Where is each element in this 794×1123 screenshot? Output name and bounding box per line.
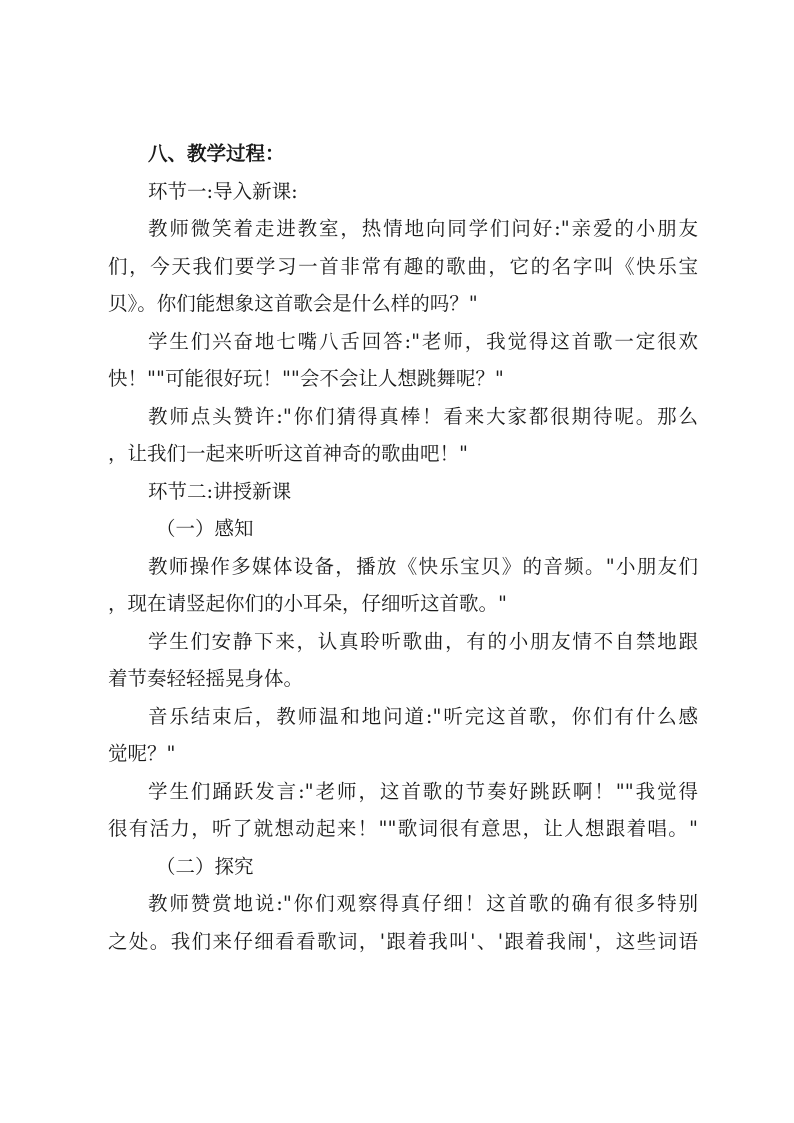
paragraph-line: 教师点头赞许:"你们猜得真棒！看来大家都很期待呢。那么: [148, 404, 698, 428]
paragraph-line: 们，今天我们要学习一首非常有趣的歌曲，它的名字叫《快乐宝: [108, 254, 698, 278]
paragraph-line: 学生们兴奋地七嘴八舌回答:"老师，我觉得这首歌一定很欢: [148, 329, 698, 353]
paragraph-line: 教师微笑着走进教室，热情地向同学们问好:"亲爱的小朋友: [148, 217, 698, 240]
paragraph-line: 学生们踊跃发言:"老师，这首歌的节奏好跳跃啊！""我觉得: [148, 779, 698, 803]
paragraph-line: 教师赞赏地说:"你们观察得真仔细！这首歌的确有很多特别: [148, 892, 698, 915]
paragraph-line: 之处。我们来仔细看看歌词，'跟着我叫'、'跟着我闹'，这些词语: [108, 929, 698, 953]
section-heading: 八、教学过程：: [148, 142, 285, 165]
paragraph-line: 快！""可能很好玩！""会不会让人想跳舞呢？": [108, 367, 504, 390]
paragraph-line: 很有活力，听了就想动起来！""歌词很有意思，让人想跟着唱。": [108, 817, 698, 840]
paragraph-line: 觉呢？": [108, 742, 176, 765]
paragraph-line: ，现在请竖起你们的小耳朵，仔细听这首歌。": [108, 592, 507, 615]
subsection-label: （一）感知: [156, 517, 254, 540]
paragraph-line: 音乐结束后，教师温和地问道:"听完这首歌，你们有什么感: [148, 704, 698, 728]
section-subheading: 环节二:讲授新课: [148, 479, 292, 503]
paragraph-line: 贝》。你们能想象这首歌会是什么样的吗？": [108, 292, 478, 315]
paragraph-line: 环节一:导入新课:: [148, 179, 298, 203]
paragraph-line: 着节奏轻轻摇晃身体。: [108, 667, 304, 690]
subsection-label: （二）探究: [156, 854, 254, 878]
paragraph-line: 学生们安静下来，认真聆听歌曲，有的小朋友情不自禁地跟: [148, 629, 698, 653]
document-body: [108, 135, 698, 960]
paragraph-line: ，让我们一起来听听这首神奇的歌曲吧！": [108, 442, 468, 465]
paragraph-line: 教师操作多媒体设备，播放《快乐宝贝》的音频。"小朋友们: [148, 554, 698, 578]
